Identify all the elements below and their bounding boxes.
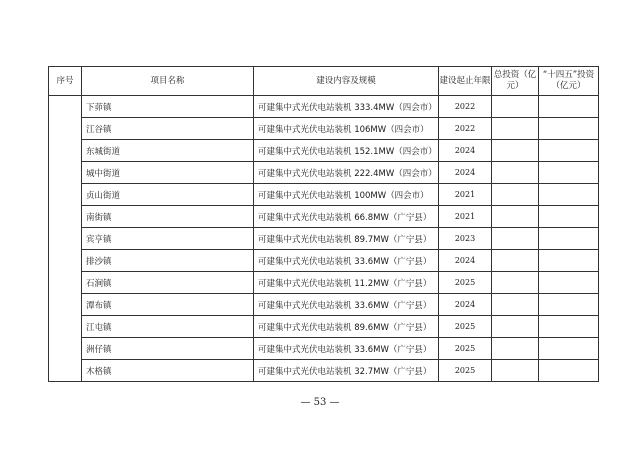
construction-year-cell: 2024 <box>439 250 492 272</box>
construction-year-cell: 2022 <box>439 96 492 118</box>
construction-year-cell: 2024 <box>439 294 492 316</box>
table-row <box>49 228 599 250</box>
content-scale-cell: 可建集中式光伏电站装机 33.6MW（广宁县） <box>254 338 439 360</box>
table-row <box>49 360 599 382</box>
content-scale-cell: 可建集中式光伏电站装机 106MW（四会市） <box>254 118 439 140</box>
content-scale-cell: 可建集中式光伏电站装机 333.4MW（四会市） <box>254 96 439 118</box>
table-row <box>49 162 599 184</box>
construction-year-cell: 2025 <box>439 316 492 338</box>
project-name-cell: 宾亨镇 <box>82 228 254 250</box>
total-investment-cell <box>492 162 539 184</box>
project-name-cell: 城中街道 <box>82 162 254 184</box>
header-seq: 序号 <box>49 67 82 96</box>
table-row <box>49 272 599 294</box>
plan-investment-cell <box>539 206 599 228</box>
project-name-cell: 洲仔镇 <box>82 338 254 360</box>
construction-year-cell: 2025 <box>439 360 492 382</box>
plan-investment-cell <box>539 184 599 206</box>
table-header-row <box>49 67 599 96</box>
project-name-cell: 下茆镇 <box>82 96 254 118</box>
project-name-cell: 木格镇 <box>82 360 254 382</box>
plan-investment-cell <box>539 96 599 118</box>
construction-year-cell: 2021 <box>439 206 492 228</box>
plan-investment-cell <box>539 140 599 162</box>
construction-year-cell: 2024 <box>439 162 492 184</box>
content-scale-cell: 可建集中式光伏电站装机 33.6MW（广宁县） <box>254 250 439 272</box>
table-row <box>49 118 599 140</box>
content-scale-cell: 可建集中式光伏电站装机 32.7MW（广宁县） <box>254 360 439 382</box>
plan-investment-cell <box>539 228 599 250</box>
project-name-cell: 东城街道 <box>82 140 254 162</box>
table-row <box>49 294 599 316</box>
table-row <box>49 140 599 162</box>
content-scale-cell: 可建集中式光伏电站装机 89.6MW（广宁县） <box>254 316 439 338</box>
construction-year-cell: 2024 <box>439 140 492 162</box>
total-investment-cell <box>492 338 539 360</box>
total-investment-cell <box>492 316 539 338</box>
project-name-cell: 石涧镇 <box>82 272 254 294</box>
plan-investment-cell <box>539 118 599 140</box>
project-name-cell: 潭布镇 <box>82 294 254 316</box>
header-project-name: 项目名称 <box>82 67 254 96</box>
construction-year-cell: 2022 <box>439 118 492 140</box>
content-scale-cell: 可建集中式光伏电站装机 33.6MW（广宁县） <box>254 294 439 316</box>
plan-investment-cell <box>539 316 599 338</box>
table-body <box>49 96 599 382</box>
header-content-scale: 建设内容及规模 <box>254 67 439 96</box>
table-row <box>49 96 599 118</box>
project-name-cell: 江谷镇 <box>82 118 254 140</box>
total-investment-cell <box>492 272 539 294</box>
table-row <box>49 206 599 228</box>
construction-year-cell: 2025 <box>439 338 492 360</box>
content-scale-cell: 可建集中式光伏电站装机 11.2MW（广宁县） <box>254 272 439 294</box>
table-row <box>49 184 599 206</box>
project-name-cell: 南街镇 <box>82 206 254 228</box>
total-investment-cell <box>492 250 539 272</box>
construction-year-cell: 2025 <box>439 272 492 294</box>
total-investment-cell <box>492 206 539 228</box>
content-scale-cell: 可建集中式光伏电站装机 66.8MW（广宁县） <box>254 206 439 228</box>
plan-investment-cell <box>539 338 599 360</box>
total-investment-cell <box>492 294 539 316</box>
plan-investment-cell <box>539 250 599 272</box>
plan-investment-cell <box>539 272 599 294</box>
table-row <box>49 338 599 360</box>
header-construction-years: 建设起止年限 <box>439 67 492 96</box>
total-investment-cell <box>492 360 539 382</box>
header-total-investment: 总投资（亿元） <box>492 67 539 96</box>
project-table <box>48 66 599 382</box>
table-row <box>49 316 599 338</box>
content-scale-cell: 可建集中式光伏电站装机 152.1MW（四会市） <box>254 140 439 162</box>
total-investment-cell <box>492 184 539 206</box>
project-name-cell: 江屯镇 <box>82 316 254 338</box>
header-plan-investment: “十四五”投资（亿元） <box>539 67 599 96</box>
content-scale-cell: 可建集中式光伏电站装机 89.7MW（广宁县） <box>254 228 439 250</box>
construction-year-cell: 2021 <box>439 184 492 206</box>
table-row <box>49 250 599 272</box>
project-name-cell: 排沙镇 <box>82 250 254 272</box>
page-number: — 53 — <box>300 397 340 408</box>
project-name-cell: 贞山街道 <box>82 184 254 206</box>
seq-cell <box>49 96 82 382</box>
total-investment-cell <box>492 228 539 250</box>
content-scale-cell: 可建集中式光伏电站装机 100MW（四会市） <box>254 184 439 206</box>
total-investment-cell <box>492 140 539 162</box>
plan-investment-cell <box>539 360 599 382</box>
total-investment-cell <box>492 118 539 140</box>
construction-year-cell: 2023 <box>439 228 492 250</box>
content-scale-cell: 可建集中式光伏电站装机 222.4MW（四会市） <box>254 162 439 184</box>
plan-investment-cell <box>539 294 599 316</box>
total-investment-cell <box>492 96 539 118</box>
plan-investment-cell <box>539 162 599 184</box>
project-table-container <box>48 66 598 382</box>
